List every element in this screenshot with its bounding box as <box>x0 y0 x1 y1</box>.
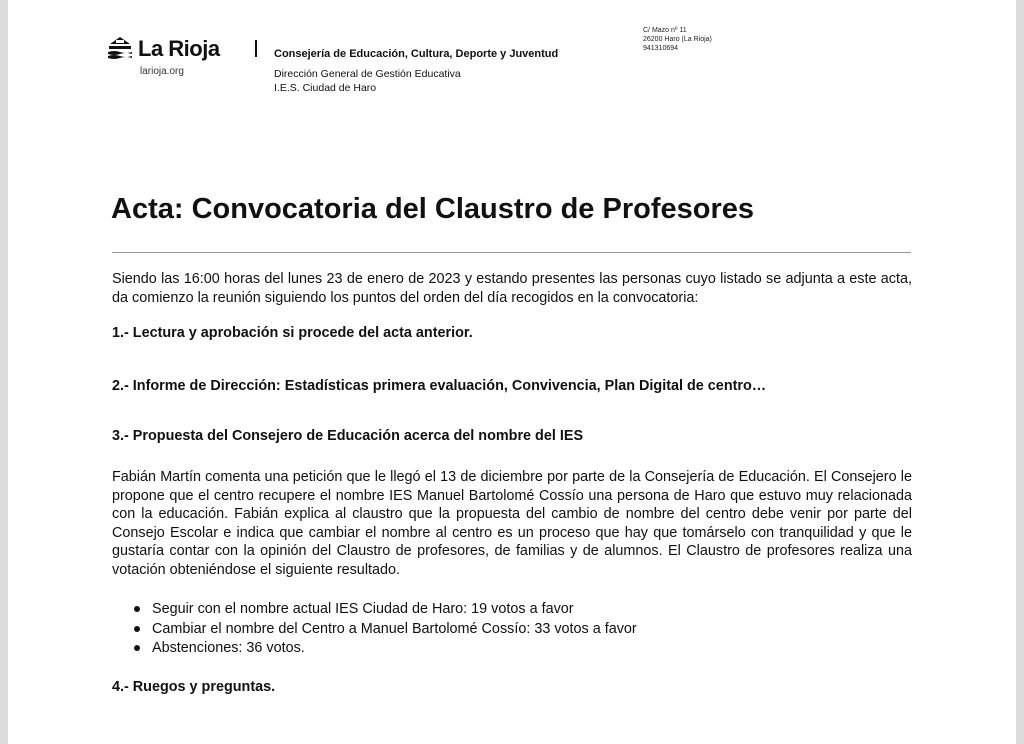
agenda-item-4: 4.- Ruegos y preguntas. <box>112 679 276 695</box>
bullet-icon <box>134 645 140 651</box>
bullet-icon <box>134 626 140 632</box>
bullet-icon <box>134 606 140 612</box>
address-street: C/ Mazo nº 11 <box>643 27 687 34</box>
department-name: Consejería de Educación, Cultura, Deporte y Juventud <box>274 48 559 60</box>
list-item <box>132 600 637 620</box>
vote-result: Cambiar el nombre del Centro a Manuel Bartolomé Cossío: 33 votos a favor <box>152 620 637 637</box>
agenda-item-3: 3.- Propuesta del Consejero de Educación acerca del nombre del IES <box>112 428 584 444</box>
la-rioja-logo <box>104 34 234 84</box>
document-page <box>8 0 1016 744</box>
address-block <box>643 26 712 53</box>
vote-result: Seguir con el nombre actual IES Ciudad de Haro: 19 votos a favor <box>152 601 574 617</box>
list-item <box>132 639 637 659</box>
vote-result: Abstenciones: 36 votos. <box>152 640 305 656</box>
intro-paragraph: Siendo las 16:00 horas del lunes 23 de enero de 2023 y estando presentes las personas cuyo listado se adjunta a este acta, da comienzo la reunión siguiendo los puntos del orden del día recogidos en la convocatoria: <box>112 271 912 306</box>
agenda-item-2: 2.- Informe de Dirección: Estadísticas primera evaluación, Convivencia, Plan Digital de centro… <box>112 378 767 394</box>
agenda-item-3-paragraph: Fabián Martín comenta una petición que le llegó el 13 de diciembre por parte de la Consejería de Educación. El Consejero le propone que el centro recupere el nombre IES Manuel Bartolomé Cossío una persona de Haro que estuvo muy relacionada con la educación. Fabián explica al claustro que la propuesta del cambio de nombre del centro debe venir por parte del Consejo Escolar e indica que cambiar el nombre al centro es un proceso que hay que tomárselo con tranquilidad y que le gustaría contar con la opinión del Claustro de profesores, de familias y de alumnos. El Claustro de profesores realiza una votación obteniéndose el siguiente resultado. <box>112 469 912 578</box>
address-phone: 941310694 <box>643 45 679 52</box>
school-name: I.E.S. Ciudad de Haro <box>274 82 377 94</box>
logo-url: larioja.org <box>140 66 184 77</box>
address-city: 26200 Haro (La Rioja) <box>643 36 712 43</box>
list-item <box>132 620 637 640</box>
subdepartment-name: Dirección General de Gestión Educativa <box>274 68 461 80</box>
document-title: Acta: Convocatoria del Claustro de Profesores <box>111 193 754 225</box>
logo-wordmark: La Rioja <box>138 36 220 61</box>
title-divider <box>112 252 911 253</box>
vote-results-list <box>132 600 637 659</box>
agenda-item-1: 1.- Lectura y aprobación si procede del acta anterior. <box>112 325 473 341</box>
subdepartment-block <box>274 67 461 95</box>
header-divider <box>255 40 257 57</box>
la-rioja-emblem-icon <box>107 35 133 61</box>
